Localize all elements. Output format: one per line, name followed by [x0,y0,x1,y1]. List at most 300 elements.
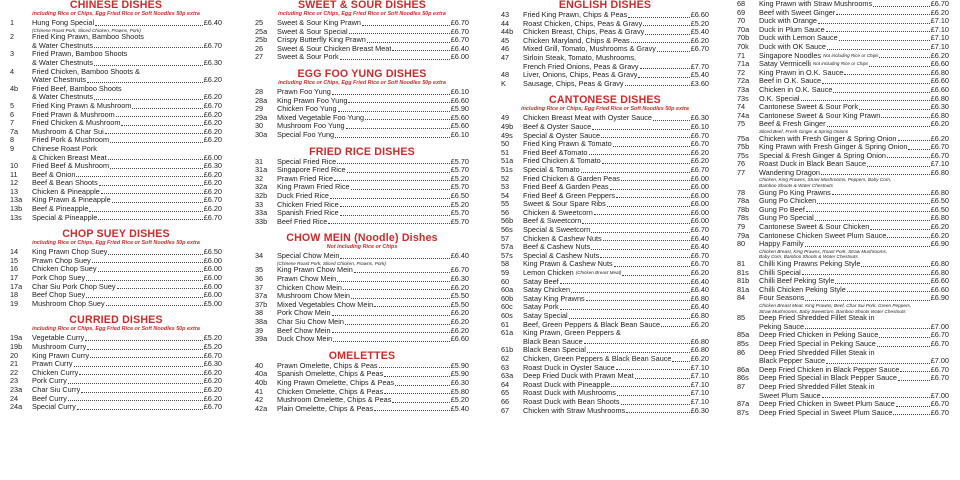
menu-item [737,152,949,161]
item-price: £6.70 [690,226,709,235]
item-number: 78b [737,205,750,214]
item-name: Beef Curry [32,394,67,403]
menu-item [737,60,949,69]
menu-item [501,28,709,37]
item-name: Mushroom Chow Mein [277,292,350,301]
item-name: Fried King Prawn, Chips & Peas [523,11,628,19]
menu-item [10,343,222,352]
dot-leader [379,366,450,368]
item-number: 61b [501,346,514,355]
item-price: £6.20 [930,134,949,143]
item-name: Fried King Prawn & Mushroom [32,101,132,110]
item-number: 75b [737,143,750,152]
dot-leader [625,84,690,86]
item-number: 19b [10,343,23,351]
item-name: Chicken Chow Mein [277,283,342,292]
item-name: Satay Vermicelli [759,60,811,69]
item-number: 12 [10,179,19,188]
menu-item [10,111,222,120]
menu-item [255,105,469,114]
menu-item [737,294,949,303]
item-number: 87a [737,400,750,409]
item-name: Sirloin Steak, Tomato, Mushrooms, [523,53,637,62]
item-number: 73s [737,94,749,103]
item-number: 42 [255,396,264,405]
dot-leader [345,323,450,325]
item-number: 38 [255,309,264,318]
item-price: £7.10 [930,17,949,26]
item-name: Satay Chicken [523,286,571,295]
item-price: £6.70 [930,0,949,8]
item-number: 32a [255,183,268,192]
menu-item [737,349,949,358]
dot-leader [340,58,450,60]
menu-item [10,214,222,223]
menu-item [255,335,469,344]
menu-item [10,33,222,42]
menu-item [737,69,949,78]
dot-leader [384,375,449,377]
item-number: 77 [737,168,746,177]
dot-leader [859,108,930,110]
item-price: £5.50 [450,292,469,301]
menu-item [737,223,949,232]
menu-item [737,52,949,61]
item-name: Black Bean Special [523,346,586,355]
item-number: 46 [501,45,510,54]
menu-column-1 [10,0,222,480]
menu-section [255,0,469,62]
dot-leader [560,308,690,310]
item-name: Fried Beef, Bamboo Shoots [32,84,122,93]
item-name: Deep Fried Special in Peking Sauce [759,339,876,348]
menu-item [501,286,709,295]
dot-leader [616,368,690,370]
menu-item [10,76,222,85]
item-name: Hung Fong Special [32,19,95,27]
dot-leader [607,205,690,207]
item-description: Baby Corn, Bamboo Shoots & Water Chestnuts [759,254,858,260]
item-number: 37 [255,283,264,292]
item-price: £6.20 [930,231,949,240]
menu-item [255,158,469,167]
item-name: Chicken Chop Suey [32,265,97,274]
menu-item [10,283,222,292]
item-number: 39 [255,326,264,335]
dot-leader [635,377,690,379]
item-price: £6.00 [203,282,222,291]
item-name: Peking Sauce [759,322,805,331]
menu-item [10,291,222,300]
item-name: Sweet & Sour King Prawn [277,19,361,27]
item-number: 7a [10,127,19,136]
menu-item [501,338,709,347]
dot-leader [614,265,690,267]
item-number: 56s [501,226,513,235]
dot-leader [332,314,450,316]
item-name: Beef in O.K. Sauce [759,77,822,86]
dot-leader [622,274,689,276]
dot-leader [338,110,450,112]
item-price: £5.20 [203,343,222,351]
item-price: £6.00 [690,191,709,200]
menu-item [255,292,469,301]
dot-leader [908,148,929,150]
item-name: Special & Tomato [523,165,580,174]
menu-section [10,222,222,308]
item-number: 74a [737,111,750,120]
item-name: French Fried Onions, Peas & Gravy [523,62,639,71]
menu-section [255,62,469,140]
item-name: Beef & Pineapple [32,205,89,214]
section-title: CHOP SUEY DISHES [62,228,170,241]
item-description: Straw Mushrooms, Baby Sweetcorn, Bamboo Shoots Water Chestnuts [759,308,906,314]
item-name: Deep Fried Duck with Prawn Meat [523,372,634,381]
item-name: Sweet & Sour Chicken Breast Meat [277,44,392,53]
item-name: Chicken Breast Meat with Oyster Sauce [523,114,652,123]
item-price: £6.00 [690,217,709,226]
item-number: 79 [737,223,746,232]
dot-leader [861,265,929,267]
dot-leader [121,124,202,126]
item-number: 72 [737,68,746,77]
item-price: £5.90 [450,370,469,379]
item-number: 64 [501,380,510,389]
item-name: Special Curry [32,403,76,412]
item-price: £6.20 [203,93,222,102]
dot-leader [661,325,690,327]
dot-leader [584,342,690,344]
section-title: SWEET & SOUR DISHES [298,0,426,11]
dot-leader [98,270,203,272]
item-price: £6.40 [690,303,709,312]
item-name: Beef Fried Rice [277,217,328,226]
item-price: £6.20 [690,157,709,166]
item-number: 70b [737,34,750,43]
menu-item [255,45,469,54]
item-number: 47 [501,53,510,62]
menu-item [737,197,949,206]
menu-item [737,95,949,104]
item-number: 25 [255,19,264,27]
dot-leader [873,5,930,7]
item-description: Chicken, King Prawns, Straw Mushrooms, Peppers, Baby Corn, [759,177,892,183]
item-price: £6.20 [203,187,222,196]
item-number: 85s [737,339,749,348]
menu-section [501,88,709,415]
item-price: £6.70 [690,260,709,269]
item-number: 84 [737,294,746,303]
item-name: Cantonese Sweet & Sour Chicken [759,223,870,232]
menu-item [501,183,709,192]
item-name: Deep Fried Special in Black Pepper Sauce [759,374,897,383]
section-title: FRIED RICE DISHES [309,145,415,158]
item-name: Spanish Omelette, Chips & Peas [277,370,384,379]
item-price: £6.80 [930,94,949,103]
item-price: £6.70 [203,41,222,50]
item-name: Chicken Curry [32,368,79,377]
menu-item [737,17,949,26]
item-price: £6.20 [930,120,949,129]
dot-leader [601,136,690,138]
menu-item [737,189,949,198]
item-name: Roast Duck with Pineapple [523,380,611,389]
item-price: £5.20 [450,174,469,183]
menu-item [10,162,222,171]
dot-leader [105,132,203,134]
item-description: Sliced Beef, Fresh Ginger & Spring Onions [759,128,849,134]
menu-item [501,175,709,184]
item-name: Chicken Maryland, Chips & Peas [523,36,630,45]
dot-leader [86,296,203,298]
item-name: Pork Curry [32,377,67,386]
item-price: £6.20 [930,51,949,60]
menu-item [10,300,222,309]
dot-leader [887,236,929,238]
menu-item [10,257,222,266]
dot-leader [351,297,450,299]
item-number: 51 [501,148,510,157]
item-number: 28 [255,87,264,96]
menu-item [737,240,949,249]
menu-column-4 [737,0,949,480]
item-name: Beef, Green Peppers & Black Bean Sauce [523,320,661,329]
item-name: Sausage, Chips, Peas & Gravy [523,79,624,88]
dot-leader [89,210,202,212]
dot-leader [631,41,690,43]
menu-item [737,86,949,95]
menu-item [501,364,709,373]
item-number: 17 [10,274,19,283]
dot-leader [839,39,930,41]
menu-section [501,0,709,88]
item-name: Liver, Onions, Chips, Peas & Gravy [523,71,638,80]
item-name: Prawn Foo Yung [277,87,331,96]
dot-leader [815,219,930,221]
menu-item [255,122,469,131]
item-price: £7.10 [690,389,709,398]
item-name: King Prawn in O.K. Sauce [759,68,844,77]
item-price: £6.70 [930,331,949,340]
menu-item [10,59,222,68]
dot-leader [881,116,929,118]
menu-item [501,389,709,398]
item-price: £5.40 [450,404,469,413]
menu-item [737,43,949,52]
menu-item [10,360,222,369]
item-price: £6.00 [203,274,222,283]
item-name: Prawn Omelette, Chips & Peas [277,361,378,370]
item-number: 17a [10,282,23,291]
menu-item [255,218,469,227]
item-name: Mixed Vegetable Foo Yung [277,113,365,122]
menu-item [501,71,709,80]
item-price: £6.20 [203,394,222,403]
menu-item [255,327,469,336]
item-number: 34 [255,252,264,261]
item-price: £6.80 [690,346,709,355]
menu-item [501,278,709,287]
item-price: £6.00 [203,291,222,300]
item-name: Singapore Noodles [759,51,822,60]
item-name: Black Bean Sauce [523,337,583,346]
menu-item [737,120,949,129]
dot-leader [117,287,203,289]
menu-item [10,352,222,361]
section-title: CHOW MEIN (Noodle) Dishes [286,232,438,245]
dot-leader [847,290,930,292]
item-number: 81b [737,277,750,286]
item-description: (Chinese Roast Pork, Sliced Chicken, Prawns, Pork) [32,27,141,33]
item-name: Chilli Beef Peking Style [759,277,835,286]
dot-leader [613,145,690,147]
menu-item [501,303,709,312]
item-name: Gung Po Chicken [759,197,817,206]
menu-item [737,112,949,121]
menu-item [737,206,949,215]
item-price: £6.70 [450,266,469,275]
item-number: 4b [10,84,19,93]
item-price: £7.00 [930,391,949,400]
item-name: Fried King Prawn & Tomato [523,140,612,149]
item-price: £6.70 [450,27,469,36]
item-price: £6.70 [690,45,709,54]
item-name: Fried Chicken & Mushroom [32,119,121,128]
item-price: £6.80 [690,312,709,320]
item-number: 45 [501,36,510,45]
item-name: Duck Fried Rice [277,191,329,200]
item-price: £6.20 [203,136,222,145]
item-name: Roast Duck in Oyster Sauce [523,363,615,372]
menu-item [10,179,222,188]
dot-leader [340,205,450,207]
dot-leader [333,340,450,342]
item-price: £6.40 [690,286,709,295]
item-price: £6.30 [690,406,709,415]
dot-leader [337,162,450,164]
section-title: CURRIED DISHES [69,314,163,327]
item-price: £6.20 [203,170,222,179]
item-price: £6.20 [203,119,222,128]
item-number: 87s [737,408,749,417]
item-name: Duck with Lemon Sauce [759,34,838,43]
dot-leader [835,282,929,284]
item-number: 42a [255,404,268,413]
menu-item [10,377,222,386]
menu-item [10,119,222,128]
item-number: 60 [501,277,510,286]
item-price: £6.20 [203,76,222,85]
dot-leader [617,394,690,396]
dot-leader [877,345,930,347]
item-name: Fried Beef &Tomato [523,148,588,157]
item-name: Cantonese Sweet & Sour Pork [759,103,858,112]
item-name: Beef & Fresh Ginger [759,120,826,129]
item-name: Chicken & Pineapple [32,187,100,196]
item-number: 87 [737,382,746,391]
dot-leader [106,304,203,306]
item-name: Chicken Fried Rice [277,200,339,209]
item-name: Deep Fried Chicken in Sweet Plum Sauce [759,400,895,409]
item-name: Char Siu Pork Chop Suey [32,282,116,291]
menu-item [737,77,949,86]
menu-item [255,28,469,37]
dot-leader [640,67,690,69]
menu-item [255,309,469,318]
item-number: 13b [10,205,23,214]
item-number: 33a [255,209,268,218]
item-name: King Prawn & Cashew Nuts [523,260,613,269]
item-price: £6.30 [450,379,469,387]
menu-item [255,36,469,45]
item-number: 75 [737,120,746,129]
item-price: £6.20 [690,36,709,45]
dot-leader [621,403,690,405]
dot-leader [367,41,450,43]
dot-leader [879,336,929,338]
menu-item [10,93,222,102]
item-name: Pork Chop Suey [32,274,86,283]
menu-item [501,398,709,407]
dot-leader [826,30,930,32]
dot-leader [638,76,689,78]
dot-leader [628,16,690,18]
item-name: Deep Fried Shredded Fillet Steak in [759,382,875,391]
item-price: £6.70 [203,351,222,360]
item-description: Chicken Breast, King Prawns, Roast Pork, Straw Mushrooms, [759,248,888,254]
menu-item [255,97,469,106]
menu-item [501,123,709,132]
dot-leader [591,231,689,233]
item-price: £6.30 [203,360,222,369]
menu-item [737,34,949,43]
menu-item [501,54,709,63]
item-number: 1 [10,19,15,27]
menu-item [255,370,469,379]
item-price: £6.70 [930,151,949,160]
item-name: Chilli Chicken Peking Style [759,285,846,294]
item-number: 23a [10,385,23,394]
dot-leader [392,401,449,403]
item-number: 37b [255,300,268,309]
item-price: £6.30 [930,103,949,112]
menu-item [10,128,222,137]
item-price: £6.80 [930,68,949,77]
dot-leader [589,153,690,155]
dot-leader [594,213,690,215]
item-price: £6.40 [690,277,709,286]
item-name: Beef with Sweet Ginger [759,8,836,17]
item-name: Chicken Omelette, Chips & Peas [277,387,384,396]
item-name: Beef & Oyster Sauce [523,122,592,131]
item-number: 67 [501,406,510,415]
menu-item [737,286,949,295]
item-price: £6.50 [450,191,469,200]
item-name: Special & Pineapple [32,213,98,222]
item-price: £5.60 [450,113,469,122]
item-price: £6.70 [450,19,469,27]
menu-item [255,362,469,371]
dot-leader [108,158,203,160]
dot-leader [332,93,450,95]
item-price: £6.10 [450,130,469,139]
menu-item [10,68,222,77]
menu-section [10,0,222,222]
item-number: 6 [10,110,15,119]
item-price: £7.70 [690,62,709,71]
item-price: £6.20 [690,148,709,157]
dot-leader [362,24,450,26]
